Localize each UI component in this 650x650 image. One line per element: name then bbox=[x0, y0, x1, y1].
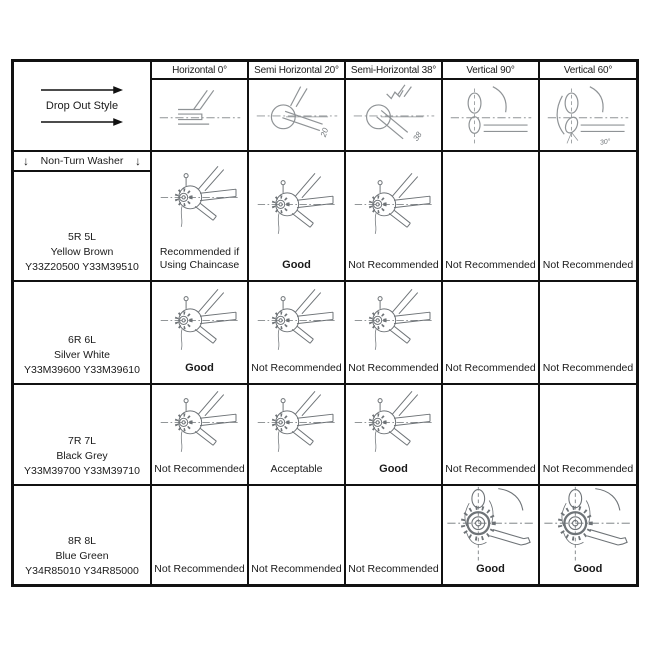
dropout-style-label: Drop Out Style bbox=[45, 100, 119, 112]
dropout-semi-horizontal-20-icon bbox=[252, 83, 342, 147]
verdict-text: Good bbox=[379, 463, 408, 475]
verdict-cell bbox=[540, 282, 636, 383]
column-header-label: Horizontal 0° bbox=[172, 64, 227, 76]
hub-side-drawing-icon bbox=[156, 388, 244, 460]
verdict-text: Acceptable bbox=[270, 463, 323, 475]
washer-row-header-6r6l bbox=[14, 282, 150, 383]
washer-color: Silver White bbox=[53, 349, 110, 361]
washer-part-numbers: Y33Z20500 Y33M39510 bbox=[25, 261, 139, 273]
washer-part-numbers: Y33M39600 Y33M39610 bbox=[24, 364, 140, 376]
verdict-text: Not Recommended bbox=[154, 463, 245, 475]
verdict-text: Not Recommended bbox=[542, 463, 634, 475]
dropout-drawing-cell bbox=[249, 80, 344, 150]
column-header-label: Semi-Horizontal 38° bbox=[350, 64, 437, 76]
verdict-text: Not Recommended bbox=[348, 259, 439, 271]
right-arrow-icon bbox=[41, 117, 123, 127]
hub-front-drawing-icon bbox=[541, 486, 635, 565]
verdict-cell bbox=[249, 282, 344, 383]
installed-hub-figure bbox=[249, 152, 344, 259]
installed-hub-figure bbox=[540, 486, 636, 563]
installed-hub-figure bbox=[152, 385, 247, 463]
hub-side-drawing-icon bbox=[350, 286, 438, 358]
washer-part-numbers: Y34R85010 Y34R85000 bbox=[25, 565, 139, 577]
verdict-cell bbox=[443, 385, 538, 484]
verdict-cell bbox=[443, 486, 538, 584]
washer-model: 7R 7L bbox=[67, 435, 97, 447]
dropout-drawing-cell bbox=[443, 80, 538, 150]
washer-row-label bbox=[14, 172, 150, 280]
installed-hub-figure bbox=[346, 152, 441, 259]
dropout-drawing-cell bbox=[152, 80, 247, 150]
installed-hub-figure bbox=[346, 282, 441, 362]
hub-side-drawing-icon bbox=[156, 286, 244, 358]
installed-hub-figure bbox=[443, 486, 538, 563]
verdict-cell bbox=[346, 152, 441, 280]
non-turn-washer-legend bbox=[14, 152, 150, 172]
installed-hub-figure bbox=[346, 385, 441, 463]
column-header-semi-horizontal-20 bbox=[249, 62, 344, 78]
dropout-semi-horizontal-38-icon bbox=[349, 83, 439, 147]
washer-part-numbers: Y33M39700 Y33M39710 bbox=[24, 465, 140, 477]
washer-row-label bbox=[14, 282, 150, 383]
washer-row-label bbox=[14, 486, 150, 584]
hub-side-drawing-icon bbox=[350, 388, 438, 460]
column-header-label: Vertical 90° bbox=[466, 64, 515, 76]
verdict-text: Not Recommended bbox=[251, 563, 342, 575]
angle-annotation: 30° bbox=[599, 138, 612, 147]
installed-hub-figure bbox=[249, 282, 344, 362]
verdict-cell bbox=[249, 152, 344, 280]
verdict-text: Recommended if Using Chaincase bbox=[159, 246, 240, 271]
verdict-text: Not Recommended bbox=[445, 463, 536, 475]
washer-row-header-8r8l bbox=[14, 486, 150, 584]
verdict-cell bbox=[152, 282, 247, 383]
verdict-cell bbox=[152, 152, 247, 280]
verdict-cell bbox=[152, 486, 247, 584]
down-arrow-icon: ↓ bbox=[134, 154, 141, 168]
column-header-vertical-60 bbox=[540, 62, 636, 78]
verdict-text: Not Recommended bbox=[542, 362, 634, 374]
washer-color: Yellow Brown bbox=[50, 246, 114, 258]
column-header-label: Semi Horizontal 20° bbox=[254, 64, 339, 76]
hub-front-drawing-icon bbox=[444, 486, 538, 565]
verdict-text: Good bbox=[476, 563, 505, 575]
verdict-cell bbox=[249, 486, 344, 584]
verdict-cell bbox=[540, 152, 636, 280]
hub-side-drawing-icon bbox=[253, 388, 341, 460]
washer-row-label bbox=[14, 385, 150, 484]
angle-annotation: 20 bbox=[318, 126, 331, 139]
verdict-text: Not Recommended bbox=[542, 259, 634, 271]
verdict-cell bbox=[540, 385, 636, 484]
verdict-text: Not Recommended bbox=[348, 563, 439, 575]
washer-model: 6R 6L bbox=[67, 334, 97, 346]
column-header-horizontal-0 bbox=[152, 62, 247, 78]
verdict-cell bbox=[346, 385, 441, 484]
down-arrow-icon: ↓ bbox=[23, 154, 29, 168]
right-arrow-icon bbox=[41, 85, 123, 95]
verdict-text: Not Recommended bbox=[445, 259, 536, 271]
column-header-semi-horizontal-38 bbox=[346, 62, 441, 78]
verdict-cell bbox=[249, 385, 344, 484]
washer-color: Blue Green bbox=[55, 550, 109, 562]
installed-hub-figure bbox=[152, 152, 247, 246]
verdict-text: Not Recommended bbox=[154, 563, 245, 575]
compatibility-table bbox=[11, 59, 639, 587]
verdict-text: Good bbox=[185, 362, 214, 374]
angle-annotation: 38 bbox=[411, 130, 424, 143]
installed-hub-figure bbox=[249, 385, 344, 463]
washer-model: 8R 8L bbox=[67, 535, 97, 547]
verdict-text: Not Recommended bbox=[348, 362, 439, 374]
verdict-cell bbox=[346, 486, 441, 584]
hub-side-drawing-icon bbox=[253, 170, 341, 242]
column-header-vertical-90 bbox=[443, 62, 538, 78]
non-turn-washer-label: Non-Turn Washer bbox=[40, 155, 124, 167]
column-header-label: Vertical 60° bbox=[563, 64, 613, 76]
verdict-text: Not Recommended bbox=[251, 362, 342, 374]
dropout-style-legend bbox=[14, 62, 150, 150]
dropout-vertical-60-icon bbox=[543, 83, 633, 147]
verdict-text: Good bbox=[573, 563, 603, 575]
dropout-horizontal-0-icon bbox=[155, 83, 245, 147]
verdict-cell bbox=[346, 282, 441, 383]
verdict-text: Good bbox=[282, 259, 311, 271]
washer-row-header-7r7l bbox=[14, 385, 150, 484]
washer-color: Black Grey bbox=[56, 450, 108, 462]
verdict-cell bbox=[152, 385, 247, 484]
washer-model: 5R 5L bbox=[67, 231, 97, 243]
dropout-drawing-cell bbox=[346, 80, 441, 150]
verdict-cell bbox=[443, 152, 538, 280]
hub-side-drawing-icon bbox=[156, 163, 244, 235]
dropout-drawing-cell bbox=[540, 80, 636, 150]
verdict-cell bbox=[540, 486, 636, 584]
verdict-text: Not Recommended bbox=[445, 362, 536, 374]
washer-row-header-5r5l bbox=[14, 152, 150, 280]
dropout-vertical-90-icon bbox=[446, 83, 536, 147]
hub-side-drawing-icon bbox=[253, 286, 341, 358]
installed-hub-figure bbox=[152, 282, 247, 362]
verdict-cell bbox=[443, 282, 538, 383]
hub-side-drawing-icon bbox=[350, 170, 438, 242]
